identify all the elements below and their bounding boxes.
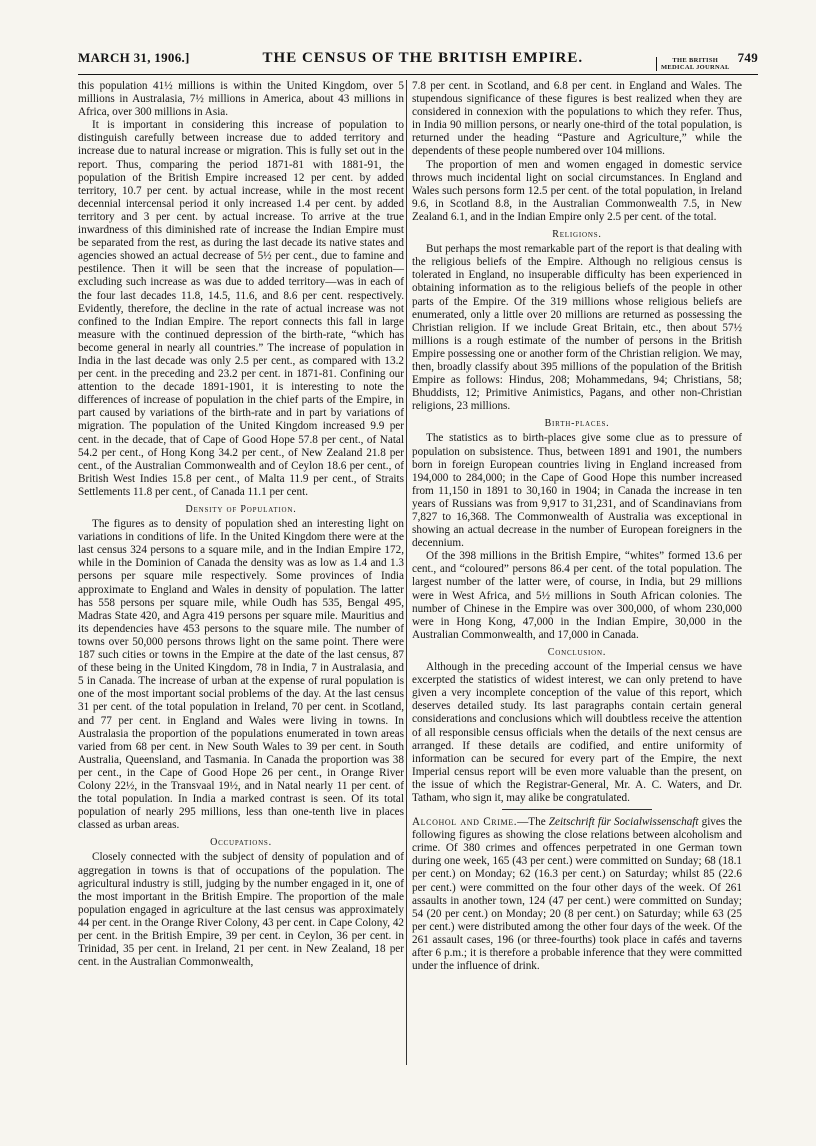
section-heading-birthplaces: Birth-places. — [544, 418, 610, 430]
paragraph: Of the 398 millions in the British Empire, “whites” formed 13.6 per cent., and “coloured” persons 86.4 per cent. of the total population. The largest number of the latter were, of course, in India, but 29 millions were in West Africa, and 5½ millions in South African colonies. The number of Chinese in the Empire was over 300,000, of whom 230,000 were in Hong Kong, 47,000 in the Indian Empire, 30,000 in the Australian Commonwealth, and 17,000 in Canada. — [412, 550, 742, 641]
left-column — [78, 80, 404, 969]
paragraph: It is important in considering this increase of population to distinguish carefully between increase due to added territory and increase due to natural increase or migration. This is fully set out in the report. Thus, comparing the period 1871-81 with 1881-91, the population of the British Empire increased 12 per cent. by added territory, 10.7 per cent. by actual increase, while in the most recent decennial intercensal period it only increased 1.4 per cent. by added territory and 3 per cent. by actual increase. To arrive at the true inwardness of this diminished rate of increase the Indian Empire must be separated from the rest, as during the last decade its native states and agencies showed an actual decrease of 5½ per cent., due to famine and pestilence. Then it will be seen that the increase of population—excluding such increase as was due to added territory—was in each of the four last decades 11.8, 14.5, 11.6, and 8.6 per cent. respectively. Evidently, therefore, the decline in the rate of actual increase was not confined to the Indian Empire. The report connects this fall in large measure with the continued depression of the birth-rate, “which has become general in nearly all countries.” The increase of population in India in the last decade was only 2.5 per cent., as compared with 13.2 per cent. in the preceding and 23.2 per cent. in 1871-81. Confining our attention to the decade 1891-1901, it is interesting to note the differences of increase of population in the chief parts of the Empire, in part caused by variations of the birth-rate and in part by variations of migration. The population of the United Kingdom increased 9.9 per cent. in the decade, that of Cape of Good Hope 57.8 per cent., of Natal 54.2 per cent., of Hong Kong 34.2 per cent., of New Zealand 21.8 per cent., of the Australian Commonwealth and of Ceylon 18.6 per cent., of British West Indies 15.8 per cent., of Malta 11.9 per cent., of Straits Settlements 11.8 per cent., of Canada 11.1 per cent. — [78, 119, 404, 498]
right-column — [412, 80, 742, 973]
note-paragraph — [412, 816, 742, 973]
column-divider — [406, 80, 407, 1065]
alcohol-crime-note — [412, 816, 742, 973]
article-end-rule — [502, 809, 652, 810]
paragraph: Closely connected with the subject of density of population and of aggregation in towns is that of occupations of the population. The agricultural industry is still, judging by the number engaged in it, one of the most important in the British Empire. The proportion of the male population engaged in agriculture at the last census was approximately 44 per cent. in the Orange River Colony, 43 per cent. in Cape Colony, 42 per cent. in the British Empire, 39 per cent. in Ceylon, 36 per cent. in Trinidad, 35 per cent. in Ireland, 21 per cent. in New Zealand, 18 per cent. in the Australian Commonwealth, — [78, 851, 405, 969]
paragraph: The proportion of men and women engaged in domestic service throws much incidental light on social circumstances. In England and Wales such persons form 12.5 per cent. of the total population, in Ireland 9.6, in Scotland 8.8, in the Australian Commonwealth 7.5, in New Zealand 6.1, and in the Indian Empire only 2.5 per cent. of the total. — [412, 158, 742, 223]
header-rule — [78, 74, 758, 75]
paragraph: The figures as to density of population shed an interesting light on variations in conditions of life. In the United Kingdom there were at the last census 324 persons to a square mile, and in the Indian Empire 172, while in the Dominion of Canada the density was as low as 1.4 and 1.3 persons per square mile respectively. Some provinces of India approximate to England and Wales in density of population. The latter has 558 persons per square mile, while Oudh has 535, Bengal 495, Madras State 420, and Agra 419 persons per square mile. Mauritius and its dependencies have 453 persons to the square mile. The number of towns over 50,000 persons throws light on the same point. There were 187 such cities or towns in the Empire at the date of the last census, 87 of these being in the United Kingdom, 78 in India, 7 in Australasia, and 5 in Canada. The increase of urban at the expense of rural population is one of the most important social problems of the day. At the last census 31 per cent. of the total population in Ireland, 70 per cent. in Scotland, and 77 per cent. in England and Wales were living in towns. In Australasia the proportion of the populations enumerated in town areas varied from 68 per cent. in New South Wales to 39 per cent. in South Australia, Queensland, and Tasmania. In Canada the proportion was 38 per cent., in the Cape of Good Hope 26 per cent., in Orange River Colony 22½, in the Transvaal 19½, and in Natal nearly 11 per cent. of the total population. In India a marked contrast is seen. Of its total population of nearly 295 millions, less than one-tenth live in places classed as urban areas. — [78, 518, 404, 832]
paragraph: 7.8 per cent. in Scotland, and 6.8 per cent. in England and Wales. The stupendous significance of these figures is best realized when they are considered in connexion with the populations to which they refer. Thus, in India 90 million persons, or nearly one-third of the total population, is returned under the heading “Pasture and Agriculture,” while the dependents of these people numbered over 104 millions. — [412, 80, 742, 158]
note-dash: —The — [517, 816, 549, 829]
section-heading-occupations: Occupations. — [210, 837, 272, 849]
note-body: gives the following figures as showing the close relations between alcoholism and crime. Of 380 crimes and offences perpetrated in one German town during one week, 165 (43 per cent.) were committed on Sunday; 68 (18.1 per cent.) on Monday; 62 (16.3 per cent.) on Saturday; whilst 85 (22.6 per cent.) were committed on the four other days of the week. Of 261 assaults in another town, 124 (47 per cent.) were committed on Sunday; 54 (20 per cent.) on Monday; 20 (8 per cent.) on Saturday; while 63 (25 per cent.) were distributed among the other four days of the week. Of the 261 assault cases, 196 (or three-fourths) took place in cafés and taverns after 6 p.m.; it is therefore a probable inference that they were committed under the influence of drink. — [412, 816, 742, 973]
journal-masthead — [656, 57, 730, 71]
paragraph: Although in the preceding account of the Imperial census we have excerpted the statistics of widest interest, we can only pretend to have given a very incomplete conception of the value of this report, which deserves detailed study. Its last paragraphs contain certain general considerations and conclusions which will doubtless receive the attention of all responsible census officials when the details of the next census are arranged. If these details are codified, and entire uniformity of information can be secured for every part of the Empire, the next Imperial census report will be even more valuable than the present, on the issue of which the Registrar-General, Mr. A. C. Waters, and Dr. Tatham, who sign it, may alike be congratulated. — [412, 661, 742, 804]
section-heading-religions: Religions. — [552, 229, 602, 241]
journal-masthead-top: THE BRITISH — [672, 57, 719, 64]
running-header — [78, 50, 758, 72]
paragraph: this population 41½ millions is within the United Kingdom, over 5 millions in Australasia, 7½ millions in America, about 43 millions in Africa, over 300 millions in Asia. — [78, 80, 404, 119]
page-number: 749 — [737, 50, 758, 65]
issue-date: MARCH 31, 1906.] — [78, 50, 190, 65]
journal-masthead-bottom: MEDICAL JOURNAL — [660, 64, 730, 71]
section-heading-density: Density of Population. — [185, 504, 297, 515]
paragraph: But perhaps the most remarkable part of the report is that dealing with the religious beliefs of the Empire. Although no religious census is tolerated in England, no insuperable difficulty has been experienced in obtaining information as to the religious beliefs of the people in other parts of the Empire. Of the 319 millions whose religious beliefs are enumerated, only a little over 20 millions are returned as possessing the Christian religion. If we include Great Britain, etc., then about 57½ millions is a rough estimate of the number of persons in the British Empire possessing one or another form of the Christian religion. We may, then, broadly classify about 395 millions of the population of the British Empire as follows: Hindus, 208; Mohammedans, 94; Christians, 58; Bhuddists, 12; Primitive Animistics, Pagans, and other non-Christian religions, 23 millions. — [412, 243, 742, 413]
paragraph: The statistics as to birth-places give some clue as to pressure of population on subsistence. Thus, between 1891 and 1901, the numbers born in foreign European countries living in England increased from 194,000 to 284,000; in the Cape of Good Hope this number increased from 11,150 in 1891 to 30,160 in 1904; in Canada the increase in ten years of Russians was from 9,917 to 31,231, and of Scandinavians from 7,827 to 16,368. The Commonwealth of Australia was exceptional in showing an actual decrease in the number of European foreigners in the decennium. — [412, 432, 742, 550]
running-title: THE CENSUS OF THE BRITISH EMPIRE. — [262, 50, 584, 66]
note-lead: Alcohol and Crime. — [412, 816, 518, 829]
note-journal-name: Zeitschrift für Socialwissenschaft — [548, 816, 699, 829]
header-right — [656, 50, 758, 71]
section-heading-conclusion: Conclusion. — [547, 646, 607, 658]
